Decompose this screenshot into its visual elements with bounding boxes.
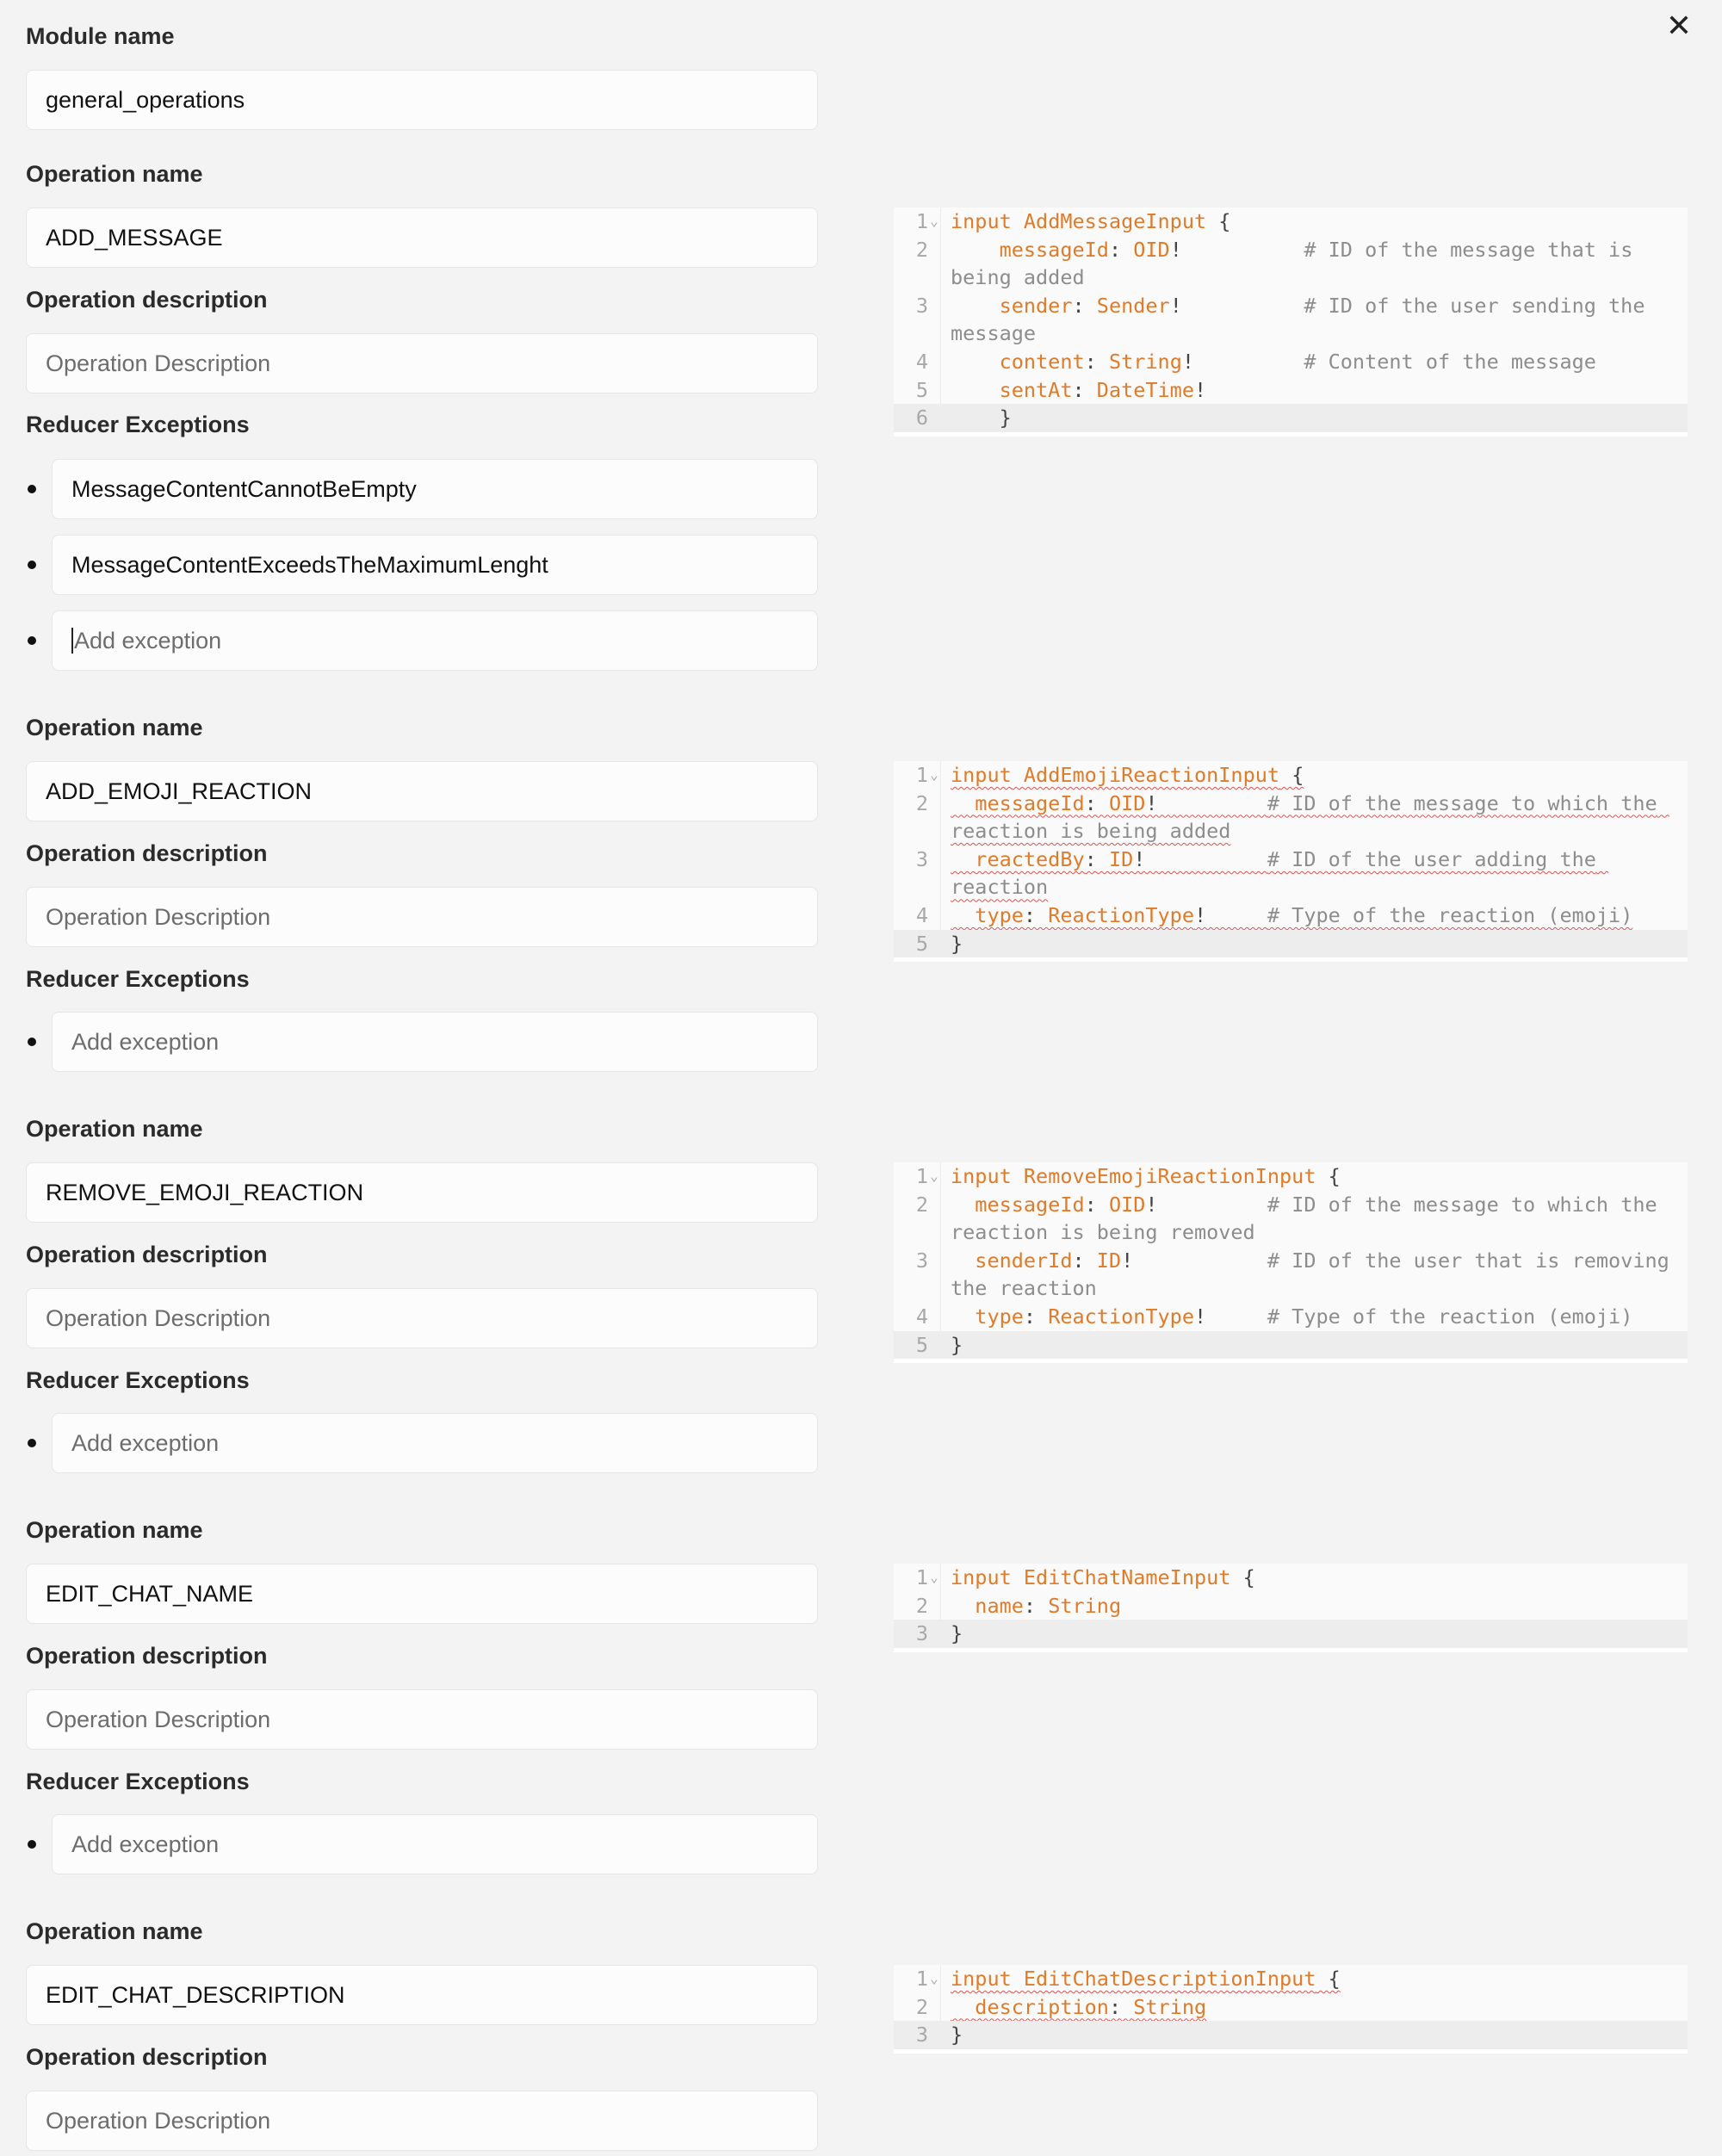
code-editor[interactable] bbox=[894, 208, 1688, 437]
code-line[interactable] bbox=[894, 1162, 1688, 1191]
code-text: description: String bbox=[975, 1994, 1207, 2019]
line-number: 4 bbox=[915, 902, 928, 927]
code-line[interactable] bbox=[894, 208, 1688, 236]
code-text: content: String! # Content of the message bbox=[999, 349, 1596, 374]
code-text: senderId: ID! # ID of the user that is removing the reaction bbox=[951, 1248, 1682, 1301]
code-text: input AddMessageInput { bbox=[951, 209, 1231, 233]
operation-description-input[interactable]: Operation Description bbox=[26, 887, 818, 947]
code-line[interactable] bbox=[894, 1331, 1688, 1360]
line-number: 3 bbox=[915, 846, 928, 871]
code-line[interactable] bbox=[894, 404, 1688, 432]
code-line[interactable] bbox=[894, 1993, 1688, 2022]
bullet-icon bbox=[28, 561, 36, 569]
code-line[interactable] bbox=[894, 2021, 1688, 2049]
fold-gutter bbox=[928, 901, 940, 930]
operation-description-label: Operation description bbox=[26, 2044, 268, 2070]
line-number: 3 bbox=[915, 1248, 928, 1273]
fold-gutter bbox=[928, 930, 940, 958]
fold-gutter bbox=[928, 236, 940, 292]
operation-name-input[interactable]: ADD_MESSAGE bbox=[26, 208, 818, 268]
fold-gutter bbox=[928, 2021, 940, 2049]
line-number: 5 bbox=[915, 377, 928, 402]
fold-gutter bbox=[928, 1592, 940, 1620]
reducer-exceptions-label: Reducer Exceptions bbox=[26, 1367, 250, 1393]
code-text: input AddEmojiReactionInput { bbox=[951, 763, 1304, 787]
code-text: input EditChatDescriptionInput { bbox=[951, 1967, 1341, 1991]
operation-description-input[interactable]: Operation Description bbox=[26, 1288, 818, 1348]
code-line[interactable] bbox=[894, 901, 1688, 930]
add-exception-input[interactable]: Add exception bbox=[52, 610, 818, 671]
code-text: messageId: OID! # ID of the message that is being added bbox=[951, 237, 1645, 290]
code-text: } bbox=[951, 1621, 963, 1646]
operation-name-label: Operation name bbox=[26, 161, 203, 187]
code-text: messageId: OID! # ID of the message to which the reaction is being added bbox=[951, 790, 1669, 844]
add-exception-input[interactable]: Add exception bbox=[52, 1413, 818, 1473]
operation-name-input[interactable]: ADD_EMOJI_REACTION bbox=[26, 761, 818, 821]
operation-name-input[interactable]: EDIT_CHAT_NAME bbox=[26, 1564, 818, 1624]
fold-gutter bbox=[928, 348, 940, 376]
line-number: 2 bbox=[915, 1593, 928, 1618]
code-text: input RemoveEmojiReactionInput { bbox=[951, 1164, 1341, 1188]
fold-gutter bbox=[928, 1303, 940, 1331]
code-line[interactable] bbox=[894, 1592, 1688, 1620]
line-number: 2 bbox=[915, 237, 928, 262]
line-number: 3 bbox=[915, 293, 928, 318]
fold-gutter bbox=[928, 1191, 940, 1247]
fold-gutter bbox=[928, 1331, 940, 1360]
code-line[interactable] bbox=[894, 236, 1688, 292]
line-number: 4 bbox=[915, 349, 928, 374]
operation-description-label: Operation description bbox=[26, 287, 268, 313]
fold-gutter bbox=[928, 846, 940, 901]
fold-gutter bbox=[928, 404, 940, 432]
code-line[interactable] bbox=[894, 930, 1688, 958]
line-number: 1 bbox=[915, 1967, 928, 1991]
line-number: 3 bbox=[915, 1621, 928, 1646]
fold-gutter bbox=[928, 376, 940, 405]
fold-icon[interactable]: ⌄ bbox=[930, 766, 938, 783]
add-exception-input[interactable]: Add exception bbox=[52, 1814, 818, 1874]
fold-icon[interactable]: ⌄ bbox=[930, 1168, 938, 1184]
line-number: 5 bbox=[915, 1332, 928, 1357]
fold-gutter bbox=[928, 1247, 940, 1303]
fold-gutter bbox=[928, 790, 940, 846]
code-text: sentAt: DateTime! bbox=[999, 377, 1207, 402]
code-text: name: String bbox=[975, 1593, 1122, 1618]
fold-icon[interactable]: ⌄ bbox=[930, 1569, 938, 1585]
code-line[interactable] bbox=[894, 1191, 1688, 1247]
line-number: 5 bbox=[915, 931, 928, 956]
code-line[interactable] bbox=[894, 348, 1688, 376]
code-line[interactable] bbox=[894, 1303, 1688, 1331]
code-line[interactable] bbox=[894, 761, 1688, 790]
module-name-label: Module name bbox=[26, 23, 175, 49]
line-number: 4 bbox=[915, 1304, 928, 1329]
exception-input[interactable]: MessageContentExceedsTheMaximumLenght bbox=[52, 535, 818, 595]
line-number: 2 bbox=[915, 1192, 928, 1217]
line-number: 1 bbox=[915, 209, 928, 233]
add-exception-input[interactable]: Add exception bbox=[52, 1012, 818, 1072]
bullet-icon bbox=[28, 1038, 36, 1046]
code-text: type: ReactionType! # Type of the reaction (emoji) bbox=[975, 902, 1633, 927]
operation-name-label: Operation name bbox=[26, 715, 203, 740]
module-name-input[interactable]: general_operations bbox=[26, 70, 818, 130]
bullet-icon bbox=[28, 1840, 36, 1849]
operation-description-label: Operation description bbox=[26, 1242, 268, 1267]
code-editor[interactable] bbox=[894, 1965, 1688, 2054]
code-line[interactable] bbox=[894, 1247, 1688, 1303]
line-number: 1 bbox=[915, 763, 928, 787]
line-number: 2 bbox=[915, 790, 928, 815]
operation-description-label: Operation description bbox=[26, 840, 268, 866]
code-line[interactable] bbox=[894, 790, 1688, 846]
code-line[interactable] bbox=[894, 292, 1688, 348]
code-text: } bbox=[951, 1332, 963, 1357]
reducer-exceptions-label: Reducer Exceptions bbox=[26, 966, 250, 992]
line-number: 1 bbox=[915, 1164, 928, 1188]
code-text: type: ReactionType! # Type of the reaction (emoji) bbox=[975, 1304, 1633, 1329]
line-number: 6 bbox=[915, 406, 928, 431]
code-text: } bbox=[951, 2023, 963, 2048]
fold-icon[interactable]: ⌄ bbox=[930, 1970, 938, 1986]
code-text: messageId: OID! # ID of the message to which the reaction is being removed bbox=[951, 1192, 1669, 1245]
code-text: } bbox=[951, 931, 963, 956]
bullet-icon bbox=[28, 485, 36, 493]
code-text: reactedBy: ID! # ID of the user adding the reaction bbox=[951, 846, 1609, 900]
fold-gutter bbox=[928, 1620, 940, 1648]
code-editor[interactable] bbox=[894, 1162, 1688, 1363]
operation-name-label: Operation name bbox=[26, 1918, 203, 1944]
code-line[interactable] bbox=[894, 1620, 1688, 1648]
code-text: } bbox=[999, 406, 1012, 431]
fold-gutter bbox=[928, 1993, 940, 2022]
code-text: sender: Sender! # ID of the user sending the message bbox=[951, 293, 1657, 346]
code-editor[interactable] bbox=[894, 761, 1688, 962]
line-number: 3 bbox=[915, 2023, 928, 2048]
reducer-exceptions-label: Reducer Exceptions bbox=[26, 412, 250, 437]
operation-name-label: Operation name bbox=[26, 1116, 203, 1142]
code-text: input EditChatNameInput { bbox=[951, 1565, 1255, 1589]
operation-description-input[interactable]: Operation Description bbox=[26, 333, 818, 393]
code-line[interactable] bbox=[894, 846, 1688, 901]
line-number: 1 bbox=[915, 1565, 928, 1589]
bullet-icon bbox=[28, 636, 36, 645]
bullet-icon bbox=[28, 1439, 36, 1447]
line-number: 2 bbox=[915, 1994, 928, 2019]
reducer-exceptions-label: Reducer Exceptions bbox=[26, 1769, 250, 1794]
fold-gutter bbox=[928, 292, 940, 348]
operation-name-input[interactable]: REMOVE_EMOJI_REACTION bbox=[26, 1162, 818, 1223]
operation-description-input[interactable]: Operation Description bbox=[26, 1689, 818, 1750]
operation-name-label: Operation name bbox=[26, 1517, 203, 1543]
close-icon: ✕ bbox=[1665, 8, 1693, 44]
code-line[interactable] bbox=[894, 376, 1688, 405]
code-editor[interactable] bbox=[894, 1564, 1688, 1652]
code-line[interactable] bbox=[894, 1564, 1688, 1592]
fold-icon[interactable]: ⌄ bbox=[930, 213, 938, 229]
operation-name-input[interactable]: EDIT_CHAT_DESCRIPTION bbox=[26, 1965, 818, 2025]
operation-description-label: Operation description bbox=[26, 1643, 268, 1669]
code-line[interactable] bbox=[894, 1965, 1688, 1993]
close-button[interactable] bbox=[1662, 9, 1696, 43]
exception-input[interactable]: MessageContentCannotBeEmpty bbox=[52, 459, 818, 519]
operation-description-input[interactable]: Operation Description bbox=[26, 2091, 818, 2151]
text-cursor bbox=[71, 628, 73, 654]
